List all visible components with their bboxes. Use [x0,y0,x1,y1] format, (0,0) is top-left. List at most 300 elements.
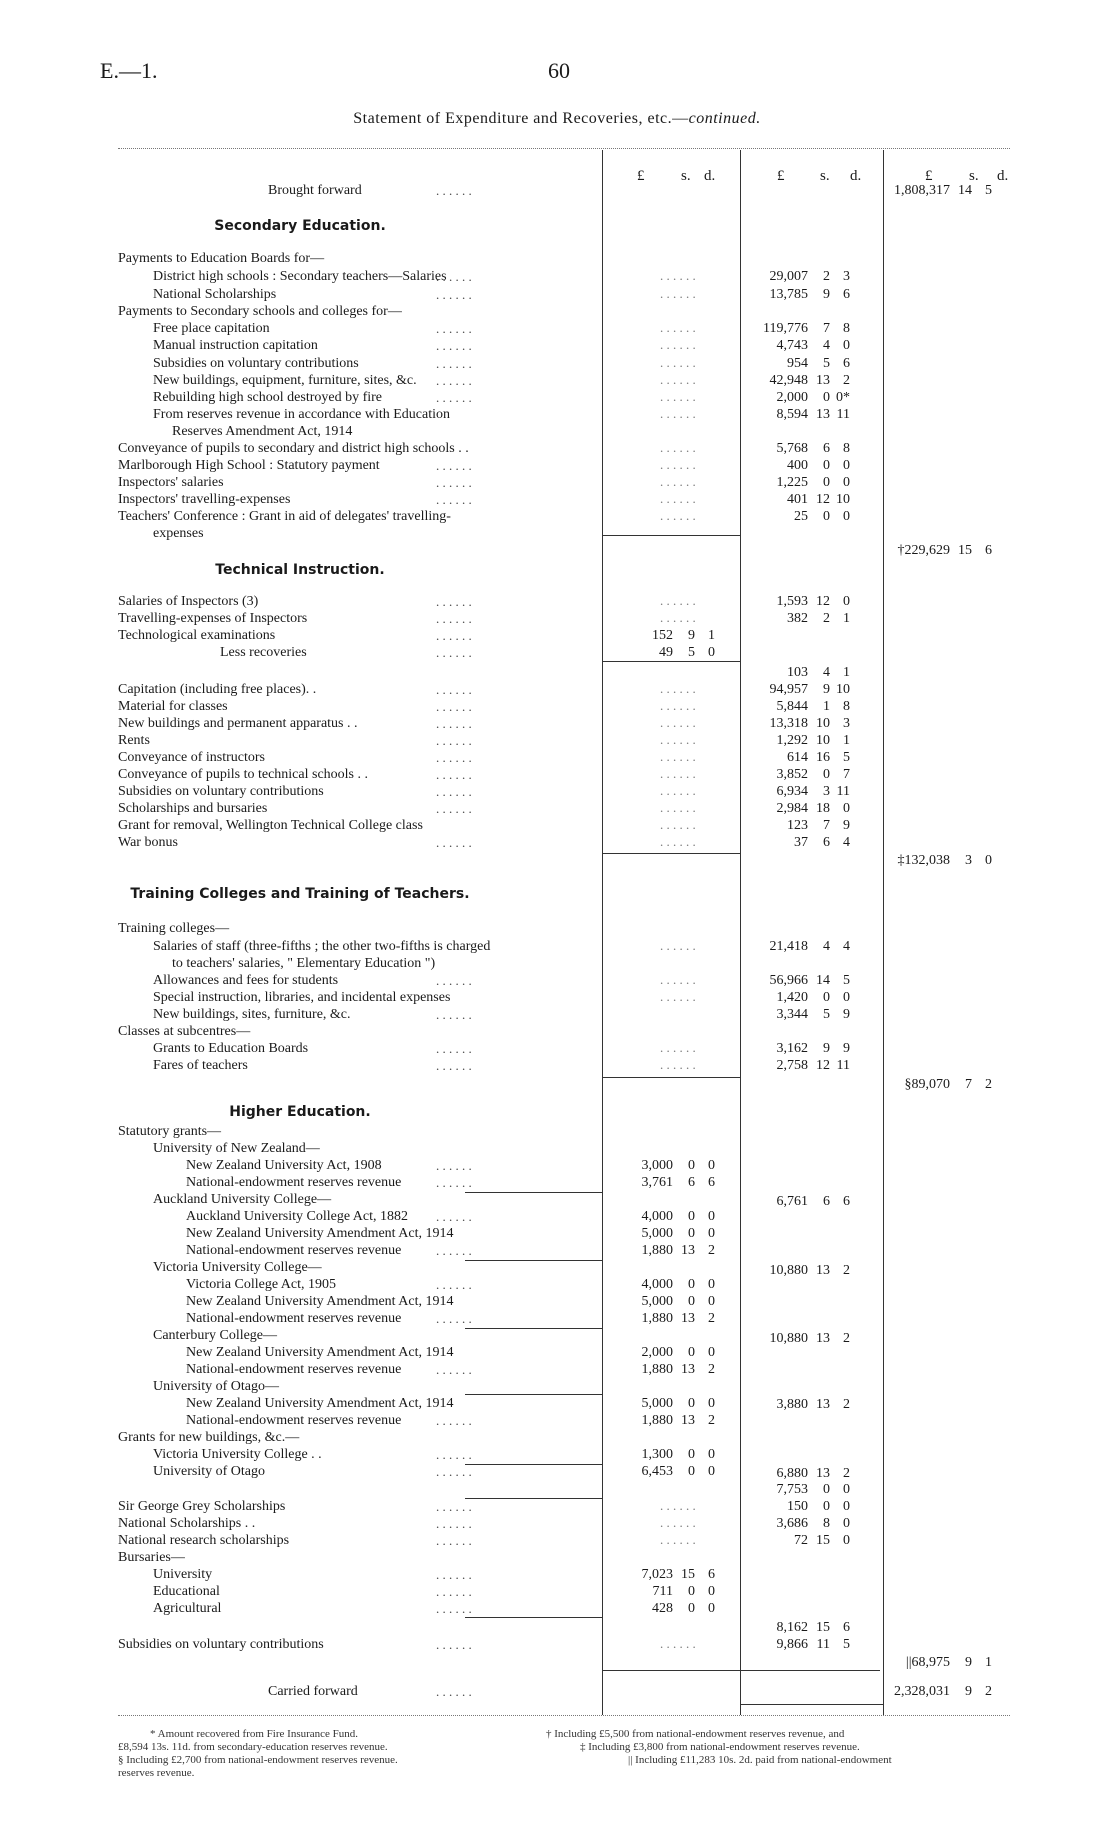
row-label: Fares of teachers [153,1058,248,1073]
amount-pounds: 2,984 [776,801,808,816]
ledger-row [0,834,1114,851]
amount-pounds: 1,292 [776,733,808,748]
ledger-row [0,250,1114,267]
empty-cell-dots: . . . . . . [660,938,696,953]
amount-pence: 11 [836,784,850,799]
amount-pence: 0* [836,390,850,405]
subtotal-rule [465,1260,602,1261]
amount-shillings: 0 [823,458,830,473]
dot-leader: . . . . . . [436,1041,472,1056]
dot-leader: . . . . . . [436,492,472,507]
empty-cell-dots: . . . . . . [660,440,696,455]
amount-cell [750,715,850,732]
ledger-row [0,1429,1114,1446]
subtotal-rule [465,1498,602,1499]
amount-cell [750,610,850,627]
ledger-row [0,800,1114,817]
amount-pounds: 29,007 [769,269,808,284]
amount-pounds: 3,344 [776,1007,808,1022]
ledger-row [0,1532,1114,1549]
amount-pence: 0 [708,1158,715,1173]
amount-pence: 6 [843,1620,850,1635]
footnote: § Including £2,700 from national-endowment reserves revenue. [118,1754,398,1766]
amount-pounds: 711 [652,1584,673,1599]
amount-shillings: 0 [688,1464,695,1479]
ledger-row [0,1157,1114,1174]
amount-pounds: 3,686 [776,1516,808,1531]
empty-cell-dots: . . . . . . [660,989,696,1004]
dot-leader: . . . . . . [436,716,472,731]
ledger-row [0,1446,1114,1463]
row-label: University of Otago [153,1464,265,1479]
dot-leader: . . . . . . [436,1637,472,1652]
amount-pounds: 3,761 [641,1175,673,1190]
subtotal-rule [465,1192,602,1193]
row-label: National-endowment reserves revenue [186,1175,402,1190]
subtotal-cell [750,1396,850,1413]
empty-cell-dots: . . . . . . [660,1636,696,1651]
subtotal-rule [602,1670,740,1671]
ledger-row [0,644,1114,661]
amount-cell [750,1006,850,1023]
subtotal-rule [465,1328,602,1329]
amount-pence: 0 [708,1447,715,1462]
amount-shillings: 13 [681,1413,695,1428]
amount-cell [615,1344,715,1361]
row-label: Allowances and fees for students [153,973,339,988]
amount-cell [750,286,850,303]
amount-pounds: 103 [787,665,808,680]
row-label: Statutory grants— [118,1124,222,1139]
amount-pence: 5 [843,750,850,765]
amount-shillings: 13 [816,407,830,422]
amount-shillings: 1 [823,699,830,714]
ledger-row [0,320,1114,337]
amount-pence: 2 [843,1466,850,1481]
amount-shillings: 0 [688,1158,695,1173]
subtotal-rule [740,1704,883,1705]
subtotal-rule [740,1670,880,1671]
dot-leader: . . . . . . [436,594,472,609]
amount-cell [615,1310,715,1327]
row-label: Teachers' Conference : Grant in aid of delegates' travelling- [118,509,451,524]
amount-shillings: 13 [681,1243,695,1258]
empty-cell-dots: . . . . . . [660,406,696,421]
title-main: Statement of Expenditure and Recoveries, etc.— [353,110,689,127]
amount-pounds: 1,225 [776,475,808,490]
row-label: Rebuilding high school destroyed by fire [153,390,383,405]
amount-pounds: 6,880 [776,1466,808,1481]
dot-leader: . . . . . . [436,1007,472,1022]
amount-shillings: 4 [823,665,830,680]
amount-cell [750,457,850,474]
empty-cell-dots: . . . . . . [660,1057,696,1072]
amount-shillings: 13 [681,1362,695,1377]
amount-cell [615,1600,715,1617]
dot-leader: . . . . . . [436,1058,472,1073]
empty-cell-dots: . . . . . . [660,355,696,370]
ledger-row [0,1636,1114,1653]
amount-pounds: 382 [787,611,808,626]
ledger-row [0,474,1114,491]
ledger-row [0,406,1114,423]
dot-leader: . . . . . . [436,699,472,714]
row-label: Grants to Education Boards [153,1041,309,1056]
amount-cell [750,474,850,491]
dot-leader: . . . . . . [436,1311,472,1326]
row-label: Payments to Education Boards for— [118,251,325,266]
subtotal-cell [750,664,850,681]
row-label: University of New Zealand— [153,1141,320,1156]
amount-cell [750,783,850,800]
amount-shillings: 13 [681,1311,695,1326]
amount-pounds: 3,880 [776,1397,808,1412]
ledger-row [0,766,1114,783]
amount-pence: 9 [843,818,850,833]
row-label: Subsidies on voluntary contributions [153,356,359,371]
ledger-row [0,372,1114,389]
amount-shillings: 2 [823,611,830,626]
amount-shillings: 4 [823,338,830,353]
amount-shillings: 0 [823,390,830,405]
column-heading: d. [850,168,862,184]
amount-cell [615,1242,715,1259]
amount-pence: 8 [843,441,850,456]
row-label: New Zealand University Amendment Act, 1914 [186,1226,454,1241]
amount-cell [750,508,850,525]
empty-cell-dots: . . . . . . [660,610,696,625]
amount-shillings: 9 [823,682,830,697]
amount-pence: 1 [985,1655,992,1670]
empty-cell-dots: . . . . . . [660,749,696,764]
ledger-row [0,610,1114,627]
amount-shillings: 15 [816,1620,830,1635]
row-label: Manual instruction capitation [153,338,318,353]
row-label: Inspectors' travelling-expenses [118,492,291,507]
ledger-row [0,627,1114,644]
ledger-row [0,1259,1114,1276]
column-heading: £ [637,168,645,184]
amount-shillings: 0 [823,1499,830,1514]
amount-pence: 0 [708,1277,715,1292]
amount-pence: 8 [843,699,850,714]
top-rule [118,148,1010,149]
dot-leader: . . . . . . [436,269,472,284]
row-label: Victoria College Act, 1905 [186,1277,337,1292]
ledger-row [0,955,1114,972]
amount-pounds: 49 [659,645,673,660]
amount-shillings: 15 [958,543,972,558]
amount-shillings: 0 [823,990,830,1005]
ledger-row [0,1006,1114,1023]
amount-pence: 3 [843,269,850,284]
row-label: National research scholarships [118,1533,290,1548]
row-label: Agricultural [153,1601,222,1616]
dot-leader: . . . . . . [436,801,472,816]
dot-leader: . . . . . . [436,784,472,799]
subtotal-cell [750,1330,850,1347]
row-label: National Scholarships [153,287,277,302]
row-label: Technological examinations [118,628,276,643]
amount-shillings: 10 [816,716,830,731]
amount-pence: 4 [843,835,850,850]
amount-pence: 0 [843,509,850,524]
row-label: University [153,1567,213,1582]
ledger-row [0,1395,1114,1412]
empty-cell-dots: . . . . . . [660,1532,696,1547]
ledger-row [0,1023,1114,1040]
dot-leader: . . . . . . [436,1533,472,1548]
dot-leader: . . . . . . [436,682,472,697]
amount-pounds: 8,594 [776,407,808,422]
amount-pence: 2 [708,1311,715,1326]
amount-shillings: 2 [823,269,830,284]
subtotal-cell [750,1193,850,1210]
row-label: National-endowment reserves revenue [186,1243,402,1258]
section-heading: Higher Education. [229,1104,371,1120]
amount-cell [615,1583,715,1600]
amount-pounds: 1,300 [641,1447,673,1462]
amount-shillings: 18 [816,801,830,816]
amount-pounds: 10,880 [769,1331,808,1346]
dot-leader: . . . . . . [436,733,472,748]
dot-leader: . . . . . . [436,835,472,850]
amount-shillings: 15 [681,1567,695,1582]
amount-shillings: 0 [688,1226,695,1241]
amount-pence: 2 [843,1397,850,1412]
amount-shillings: 13 [816,1263,830,1278]
ledger-row [0,1361,1114,1378]
empty-cell-dots: . . . . . . [660,783,696,798]
amount-pence: 6 [843,1194,850,1209]
footnote: † Including £5,500 from national-endowment reserves revenue, and [546,1728,845,1740]
amount-pounds: 3,852 [776,767,808,782]
amount-pence: 0 [708,1294,715,1309]
amount-pence: 8 [843,321,850,336]
amount-pence: 0 [843,1499,850,1514]
amount-pounds: 6,761 [776,1194,808,1209]
ledger-row [0,1242,1114,1259]
amount-pence: 2 [985,1684,992,1699]
column-heading: £ [925,168,933,184]
amount-pence: 0 [708,1464,715,1479]
row-label: Conveyance of instructors [118,750,265,765]
amount-pence: 0 [708,1209,715,1224]
column-heading: d. [704,168,716,184]
amount-shillings: 3 [965,853,972,868]
row-label: Grant for removal, Wellington Technical College class [118,818,423,833]
amount-cell [750,681,850,698]
row-label: Grants for new buildings, &c.— [118,1430,300,1445]
subtotal-rule [465,1617,602,1618]
amount-cell [615,1463,715,1480]
amount-pence: 2 [708,1243,715,1258]
amount-pence: 2 [843,1263,850,1278]
amount-pounds: 400 [787,458,808,473]
row-label: Inspectors' salaries [118,475,224,490]
amount-pence: 0 [843,1516,850,1531]
ledger-row [0,1566,1114,1583]
row-label: Brought forward [268,183,362,198]
amount-cell [615,1566,715,1583]
dot-leader: . . . . . . [436,1464,472,1479]
ledger-row [0,1174,1114,1191]
page-title [0,110,1114,128]
row-label: National-endowment reserves revenue [186,1362,402,1377]
ledger-row [0,783,1114,800]
dot-leader: . . . . . . [436,287,472,302]
amount-pounds: 3,162 [776,1041,808,1056]
ledger-row [0,355,1114,372]
row-label: War bonus [118,835,178,850]
row-label: Bursaries— [118,1550,185,1565]
ledger-row [0,337,1114,354]
subtotal-rule [602,535,740,536]
empty-cell-dots: . . . . . . [660,766,696,781]
amount-shillings: 9 [823,287,830,302]
amount-pounds: §89,070 [904,1077,950,1092]
row-label: Free place capitation [153,321,270,336]
row-label: expenses [153,526,204,541]
empty-cell-dots: . . . . . . [660,800,696,815]
amount-pounds: ‡132,038 [897,853,950,868]
column-heading: £ [777,168,785,184]
amount-shillings: 9 [965,1684,972,1699]
row-label: From reserves revenue in accordance with Education [153,407,450,422]
amount-pounds: 37 [794,835,808,850]
amount-cell [750,972,850,989]
amount-pounds: 401 [787,492,808,507]
ledger-row [0,457,1114,474]
amount-pence: 0 [843,1533,850,1548]
row-label: Conveyance of pupils to secondary and district high schools . . [118,441,469,456]
dot-leader: . . . . . . [436,390,472,405]
amount-pence: 0 [843,1482,850,1497]
row-label: Salaries of staff (three-fifths ; the other two-fifths is charged [153,939,491,954]
ledger-row [0,938,1114,955]
footnote: * Amount recovered from Fire Insurance Fund. [150,1728,359,1740]
ledger-row [0,1123,1114,1140]
ledger-row [0,1515,1114,1532]
amount-shillings: 15 [816,1533,830,1548]
amount-cell [750,406,850,423]
column-heading: s. [681,168,691,184]
subtotal-cell [750,1481,850,1498]
row-label: Classes at subcentres— [118,1024,251,1039]
amount-cell [892,182,992,199]
amount-cell [615,1412,715,1429]
row-label: New Zealand University Act, 1908 [186,1158,382,1173]
amount-cell [750,440,850,457]
ledger-row [0,749,1114,766]
amount-pounds: 1,808,317 [894,183,950,198]
amount-pence: 0 [843,990,850,1005]
amount-cell [615,1446,715,1463]
amount-pounds: 2,000 [776,390,808,405]
column-heading: d. [997,168,1009,184]
amount-pounds: 1,420 [776,990,808,1005]
dot-leader: . . . . . . [436,475,472,490]
row-label: Scholarships and bursaries [118,801,268,816]
amount-pounds: 1,593 [776,594,808,609]
row-label: District high schools : Secondary teachers—Salaries [153,269,447,284]
empty-cell-dots: . . . . . . [660,681,696,696]
empty-cell-dots: . . . . . . [660,372,696,387]
amount-shillings: 9 [965,1655,972,1670]
amount-pounds: 5,000 [641,1226,673,1241]
amount-pounds: 6,934 [776,784,808,799]
amount-shillings: 0 [823,509,830,524]
amount-pence: 5 [843,973,850,988]
amount-cell [750,491,850,508]
section-heading: Training Colleges and Training of Teachers. [130,886,470,902]
ledger-row [0,593,1114,610]
ledger-row [0,508,1114,525]
page-number: 60 [548,58,570,83]
row-label: Training colleges— [118,921,230,936]
amount-pounds: 9,866 [776,1637,808,1652]
dot-leader: . . . . . . [436,1413,472,1428]
row-label: New Zealand University Amendment Act, 1914 [186,1294,454,1309]
amount-pence: 0 [708,1396,715,1411]
amount-cell [750,1057,850,1074]
row-label: Travelling-expenses of Inspectors [118,611,308,626]
amount-pounds: 56,966 [769,973,808,988]
amount-pounds: 150 [787,1499,808,1514]
amount-pounds: 3,000 [641,1158,673,1173]
amount-shillings: 0 [688,1601,695,1616]
amount-shillings: 6 [823,835,830,850]
row-label: Subsidies on voluntary contributions [118,784,324,799]
dot-leader: . . . . . . [436,1277,472,1292]
amount-cell [615,1293,715,1310]
amount-shillings: 0 [823,767,830,782]
section-heading: Technical Instruction. [215,562,385,578]
row-label: Rents [118,733,150,748]
ledger-row [0,1310,1114,1327]
ledger-row [0,389,1114,406]
dot-leader: . . . . . . [436,973,472,988]
amount-cell [750,749,850,766]
subtotal-cell [750,1262,850,1279]
amount-cell [750,817,850,834]
amount-shillings: 7 [823,818,830,833]
amount-pence: 2 [708,1413,715,1428]
amount-pence: 9 [843,1007,850,1022]
amount-cell [615,1157,715,1174]
amount-cell [750,834,850,851]
ledger-row [0,1378,1114,1395]
amount-cell [615,1174,715,1191]
row-label: Special instruction, libraries, and incidental expenses [153,990,451,1005]
amount-cell [750,732,850,749]
amount-pounds: 152 [652,628,673,643]
title-continued: continued. [688,110,761,127]
ledger-row [0,286,1114,303]
subtotal-cell [892,1076,992,1093]
row-label: Auckland University College Act, 1882 [186,1209,409,1224]
dot-leader: . . . . . . [436,1516,472,1531]
row-label: National-endowment reserves revenue [186,1413,402,1428]
amount-cell [750,593,850,610]
amount-pence: 9 [843,1041,850,1056]
ledger-row [0,1600,1114,1617]
amount-pence: 0 [708,1601,715,1616]
amount-pence: 1 [843,665,850,680]
amount-pence: 6 [708,1567,715,1582]
empty-cell-dots: . . . . . . [660,1515,696,1530]
amount-pounds: 2,328,031 [894,1684,950,1699]
